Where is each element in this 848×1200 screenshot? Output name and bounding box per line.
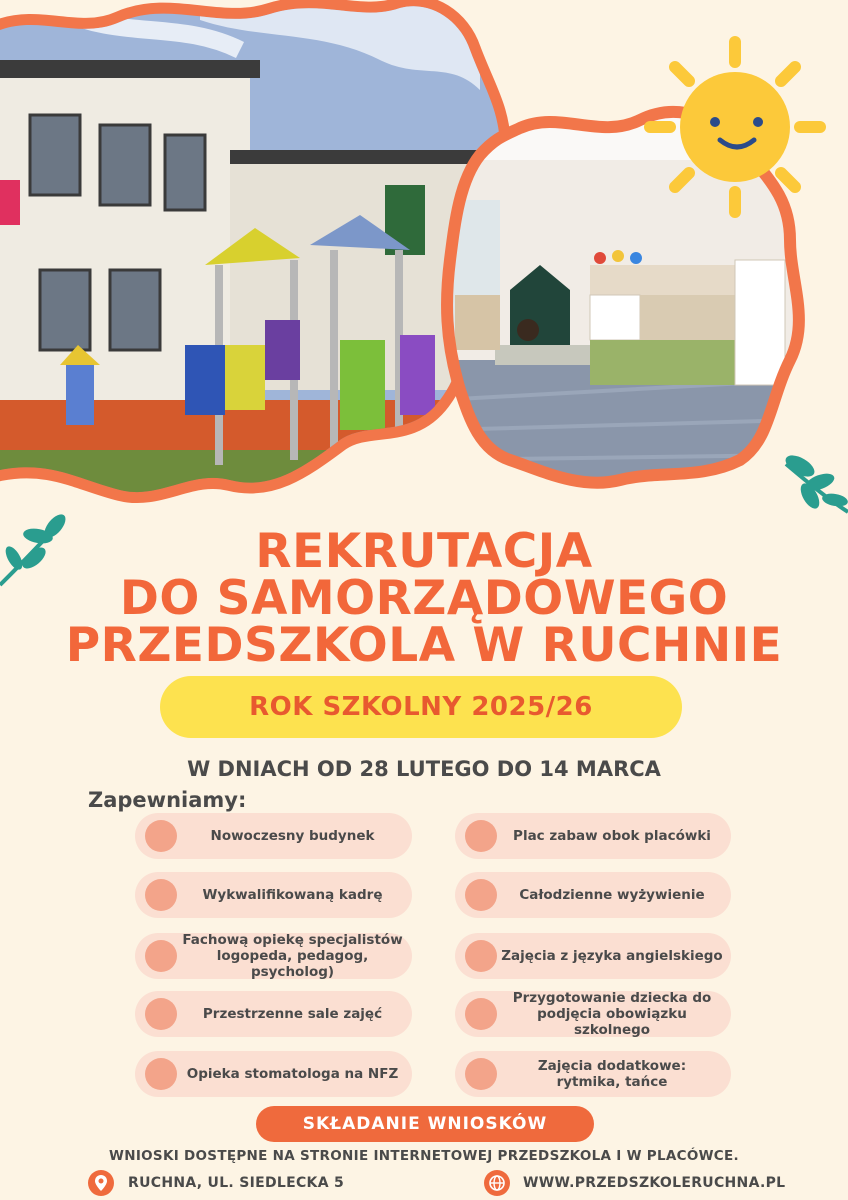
feature-item [135,1051,412,1097]
outdoor-photo [0,0,520,510]
title-line-1: REKRUTACJA [255,524,593,579]
feature-item [455,813,731,859]
bullet-dot [145,998,177,1030]
bullet-dot [465,998,497,1030]
address-text: RUCHNA, UL. SIEDLECKA 5 [128,1175,345,1191]
feature-label: Przygotowanie dziecka do podjęcia obowiązku szkolnego [512,990,712,1038]
recruitment-dates: W DNIACH OD 28 LUTEGO DO 14 MARCA [187,757,661,781]
leaf-right-icon [780,452,848,522]
feature-label: Całodzienne wyżywienie [519,887,705,903]
feature-label: Opieka stomatologa na NFZ [186,1066,399,1082]
feature-label: Zajęcia z języka angielskiego [501,948,723,964]
feature-label: Fachową opiekę specjalistów logopeda, pedagog, psycholog) [182,932,403,980]
location-pin-icon [88,1170,114,1196]
title-line-2: DO SAMORZĄDOWEGO [119,571,729,626]
feature-label: Przestrzenne sale zajęć [202,1006,383,1022]
applications-info: WNIOSKI DOSTĘPNE NA STRONIE INTERNETOWEJ PRZEDSZKOLA I W PLACÓWCE. [109,1148,739,1164]
sun-icon [640,32,830,222]
feature-item [135,991,412,1037]
feature-item [135,813,412,859]
bullet-dot [465,879,497,911]
applications-banner: SKŁADANIE WNIOSKÓW [256,1106,594,1142]
bullet-dot [145,1058,177,1090]
bullet-dot [465,1058,497,1090]
feature-item [455,1051,731,1097]
feature-label: Zajęcia dodatkowe: rytmika, tańce [537,1058,687,1090]
offer-heading: Zapewniamy: [88,788,247,812]
bullet-dot [465,940,497,972]
feature-label: Plac zabaw obok placówki [513,828,711,844]
feature-item [135,872,412,918]
feature-item [455,991,731,1037]
title-line-3: PRZEDSZKOLA W RUCHNIE [65,618,783,673]
feature-label: Wykwalifikowaną kadrę [202,887,383,903]
bullet-dot [145,879,177,911]
bullet-dot [465,820,497,852]
feature-label: Nowoczesny budynek [210,828,375,844]
website-link[interactable]: WWW.PRZEDSZKOLERUCHNA.PL [523,1175,786,1191]
feature-item [135,933,412,979]
bullet-dot [145,940,177,972]
feature-item [455,872,731,918]
globe-icon [484,1170,510,1196]
school-year-badge: ROK SZKOLNY 2025/26 [160,676,682,738]
feature-item [455,933,731,979]
bullet-dot [145,820,177,852]
